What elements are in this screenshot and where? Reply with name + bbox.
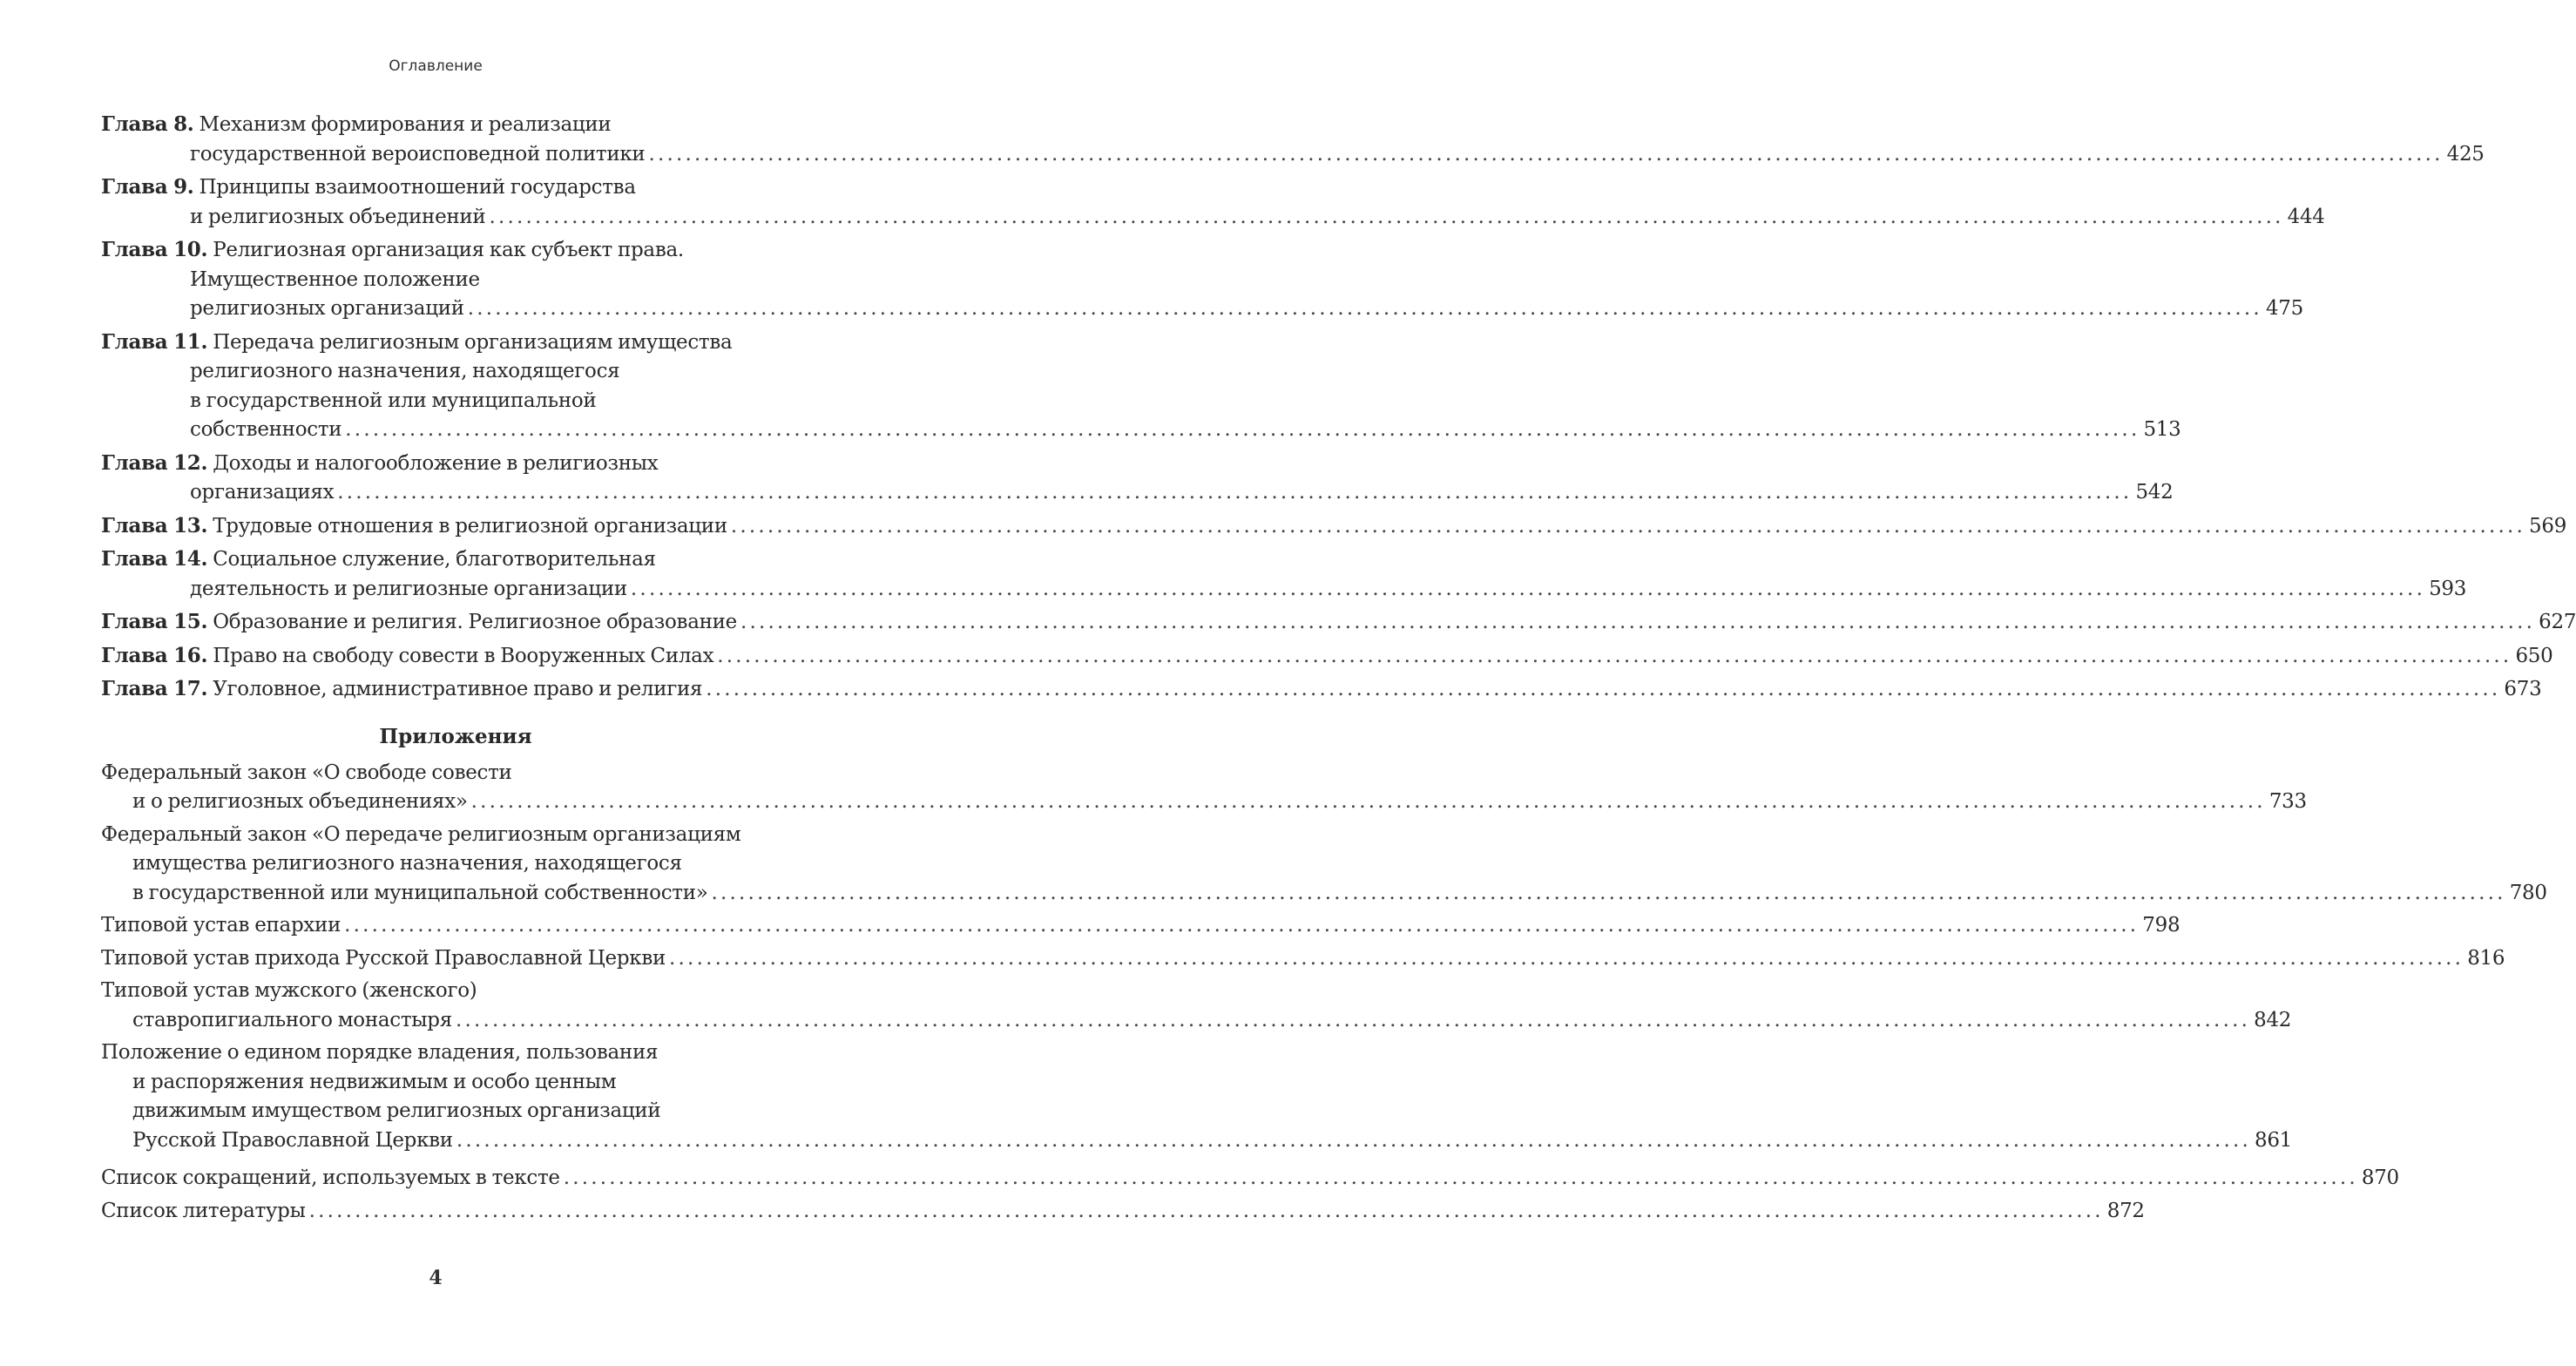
entry-line bbox=[101, 977, 810, 1006]
entry-line bbox=[101, 1038, 810, 1068]
entry-title-text: и религиозных объединений bbox=[190, 205, 486, 228]
entry-line bbox=[101, 172, 810, 203]
dot-leader bbox=[471, 790, 2266, 813]
entry-line bbox=[101, 266, 810, 295]
entry-line bbox=[101, 544, 810, 575]
entry-title-text: Типовой устав мужского (женского) bbox=[101, 979, 477, 1002]
entry-page-number: 780 bbox=[2509, 881, 2547, 904]
entry-title-text: организациях bbox=[190, 481, 335, 504]
entry-title-text: Уголовное, административное право и религия bbox=[213, 678, 703, 700]
entry-title-text: Федеральный закон «О передаче религиозным организациям bbox=[101, 822, 741, 846]
entry-title-text: религиозного назначения, находящегося bbox=[190, 360, 620, 382]
dot-leader bbox=[631, 578, 2425, 600]
entry-title-text: Положение о едином порядке владения, пользования bbox=[101, 1041, 659, 1064]
entry-page-number: 673 bbox=[2504, 678, 2542, 700]
entry-title-text: и распоряжения недвижимым и особо ценным bbox=[132, 1070, 617, 1093]
back-matter-list bbox=[101, 1164, 2399, 1226]
entry-title-text: деятельность и религиозные организации bbox=[190, 577, 627, 600]
toc-chapter-entry[interactable] bbox=[101, 449, 2174, 508]
entry-page-number: 870 bbox=[2361, 1167, 2399, 1189]
chapter-label: Глава 9. bbox=[101, 175, 194, 199]
dot-leader bbox=[468, 297, 2262, 320]
entry-line bbox=[101, 1197, 2145, 1227]
entry-line bbox=[101, 140, 2485, 170]
entry-title-text: Социальное служение, благотворительная bbox=[213, 548, 656, 571]
entry-title-text: Список сокращений, используемых в тексте bbox=[101, 1167, 560, 1189]
dot-leader bbox=[345, 418, 2140, 441]
toc-entry[interactable] bbox=[101, 944, 2505, 974]
chapter-list bbox=[101, 110, 2576, 705]
entry-line bbox=[101, 759, 810, 788]
entry-title-text: Религиозная организация как субъект права. bbox=[213, 239, 684, 261]
toc-entry[interactable] bbox=[101, 911, 2180, 941]
dot-leader bbox=[712, 882, 2506, 904]
dot-leader bbox=[564, 1167, 2358, 1189]
entry-page-number: 733 bbox=[2268, 790, 2307, 813]
table-of-contents bbox=[101, 110, 2576, 1229]
toc-chapter-entry[interactable] bbox=[101, 110, 2485, 169]
chapter-label: Глава 15. bbox=[101, 610, 208, 633]
entry-line bbox=[101, 849, 810, 879]
toc-chapter-entry[interactable] bbox=[101, 235, 2303, 324]
toc-chapter-entry[interactable] bbox=[101, 544, 2467, 604]
chapter-label: Глава 17. bbox=[101, 677, 208, 700]
chapter-label: Глава 8. bbox=[101, 112, 194, 136]
entry-title-text: в государственной или муниципальной собственности» bbox=[132, 881, 708, 904]
toc-chapter-entry[interactable] bbox=[101, 511, 2567, 542]
dot-leader bbox=[344, 914, 2139, 937]
dot-leader bbox=[456, 1009, 2250, 1031]
entry-line bbox=[101, 911, 2180, 941]
dot-leader bbox=[489, 206, 2283, 228]
entry-page-number: 513 bbox=[2143, 418, 2181, 441]
chapter-label: Глава 14. bbox=[101, 547, 208, 571]
entry-title-text: Список литературы bbox=[101, 1199, 306, 1222]
toc-entry[interactable] bbox=[101, 977, 2292, 1035]
entry-title-text: в государственной или муниципальной bbox=[190, 389, 597, 412]
toc-chapter-entry[interactable] bbox=[101, 674, 2542, 705]
entry-page-number: 650 bbox=[2515, 644, 2553, 667]
entry-page-number: 872 bbox=[2106, 1199, 2145, 1222]
entry-page-number: 425 bbox=[2446, 142, 2485, 166]
entry-title-text: Образование и религия. Религиозное образование bbox=[213, 611, 737, 633]
entry-line bbox=[101, 1097, 810, 1126]
dot-leader bbox=[669, 947, 2464, 970]
entry-page-number: 842 bbox=[2254, 1008, 2292, 1031]
entry-line bbox=[101, 235, 810, 266]
running-head: Оглавление bbox=[389, 57, 483, 75]
entry-title-text: Доходы и налогообложение в религиозных bbox=[213, 451, 659, 475]
entry-page-number: 475 bbox=[2265, 297, 2303, 320]
entry-line bbox=[101, 788, 2307, 817]
entry-line bbox=[101, 328, 810, 358]
chapter-label: Глава 10. bbox=[101, 238, 208, 261]
entry-page-number: 542 bbox=[2135, 481, 2174, 504]
chapter-label: Глава 12. bbox=[101, 450, 208, 475]
entry-title-text: Передача религиозным организациям имущества bbox=[213, 330, 733, 354]
entry-title-text: государственной вероисповедной политики bbox=[190, 142, 646, 166]
entry-title-text: Право на свободу совести в Вооруженных Силах bbox=[213, 644, 714, 667]
entry-line bbox=[101, 294, 2303, 324]
entry-line bbox=[101, 110, 810, 140]
entry-title-text: Федеральный закон «О свободе совести bbox=[101, 761, 512, 784]
entry-line bbox=[101, 1006, 2292, 1036]
entry-line bbox=[101, 203, 2325, 233]
entry-title-text: собственности bbox=[190, 418, 342, 441]
toc-entry[interactable] bbox=[101, 1164, 2399, 1194]
entry-page-number: 798 bbox=[2142, 914, 2180, 937]
entry-line bbox=[101, 478, 2174, 508]
dot-leader bbox=[740, 611, 2535, 633]
entry-line bbox=[101, 1164, 2399, 1194]
entry-line bbox=[101, 821, 810, 850]
toc-chapter-entry[interactable] bbox=[101, 172, 2325, 232]
entry-line bbox=[101, 1068, 810, 1098]
entry-title-text: Типовой устав епархии bbox=[101, 914, 341, 937]
toc-chapter-entry[interactable] bbox=[101, 641, 2553, 672]
entry-line bbox=[101, 357, 810, 387]
entry-page-number: 861 bbox=[2255, 1128, 2293, 1152]
appendix-heading: Приложения bbox=[379, 724, 532, 748]
entry-page-number: 569 bbox=[2529, 514, 2567, 538]
entry-title-text: Трудовые отношения в религиозной организации bbox=[213, 514, 727, 538]
dot-leader bbox=[717, 645, 2512, 667]
entry-line bbox=[101, 674, 2542, 705]
entry-line bbox=[101, 641, 2553, 672]
dot-leader bbox=[731, 515, 2525, 538]
chapter-label: Глава 13. bbox=[101, 513, 208, 538]
dot-leader bbox=[648, 143, 2443, 166]
entry-title-text: Принципы взаимоотношений государства bbox=[199, 176, 636, 199]
entry-page-number: 627 bbox=[2539, 611, 2576, 633]
toc-entry[interactable] bbox=[101, 1197, 2145, 1227]
toc-entry[interactable] bbox=[101, 821, 2547, 909]
entry-line bbox=[101, 449, 810, 479]
entry-title-text: Имущественное положение bbox=[190, 267, 480, 291]
chapter-label: Глава 11. bbox=[101, 329, 208, 354]
entry-title-text: Типовой устав прихода Русской Православной Церкви bbox=[101, 946, 666, 970]
page-number: 4 bbox=[429, 1267, 443, 1289]
entry-line bbox=[101, 511, 2567, 542]
entry-title-text: религиозных организаций bbox=[190, 297, 464, 320]
entry-page-number: 593 bbox=[2429, 577, 2467, 600]
entry-line bbox=[101, 416, 2181, 445]
entry-title-text: ставропигиального монастыря bbox=[132, 1008, 452, 1031]
entry-title-text: Механизм формирования и реализации bbox=[199, 113, 612, 136]
dot-leader bbox=[309, 1200, 2104, 1222]
entry-line bbox=[101, 944, 2505, 974]
entry-line bbox=[101, 575, 2467, 605]
entry-title-text: имущества религиозного назначения, находящегося bbox=[132, 852, 682, 875]
dot-leader bbox=[706, 678, 2500, 700]
appendix-list bbox=[101, 759, 2547, 1156]
dot-leader bbox=[456, 1129, 2251, 1152]
toc-entry[interactable] bbox=[101, 1038, 2293, 1155]
entry-page-number: 444 bbox=[2287, 205, 2325, 228]
entry-page-number: 816 bbox=[2467, 946, 2505, 970]
dot-leader bbox=[337, 481, 2132, 504]
entry-line bbox=[101, 879, 2547, 909]
toc-entry[interactable] bbox=[101, 759, 2307, 817]
entry-line bbox=[101, 607, 2576, 638]
toc-chapter-entry[interactable] bbox=[101, 607, 2576, 638]
toc-chapter-entry[interactable] bbox=[101, 328, 2181, 445]
entry-title-text: и о религиозных объединениях» bbox=[132, 790, 468, 813]
chapter-label: Глава 16. bbox=[101, 643, 208, 667]
entry-line bbox=[101, 1126, 2293, 1156]
entry-title-text: движимым имуществом религиозных организаций bbox=[132, 1099, 661, 1122]
entry-line bbox=[101, 387, 810, 416]
entry-title-text: Русской Православной Церкви bbox=[132, 1128, 453, 1152]
